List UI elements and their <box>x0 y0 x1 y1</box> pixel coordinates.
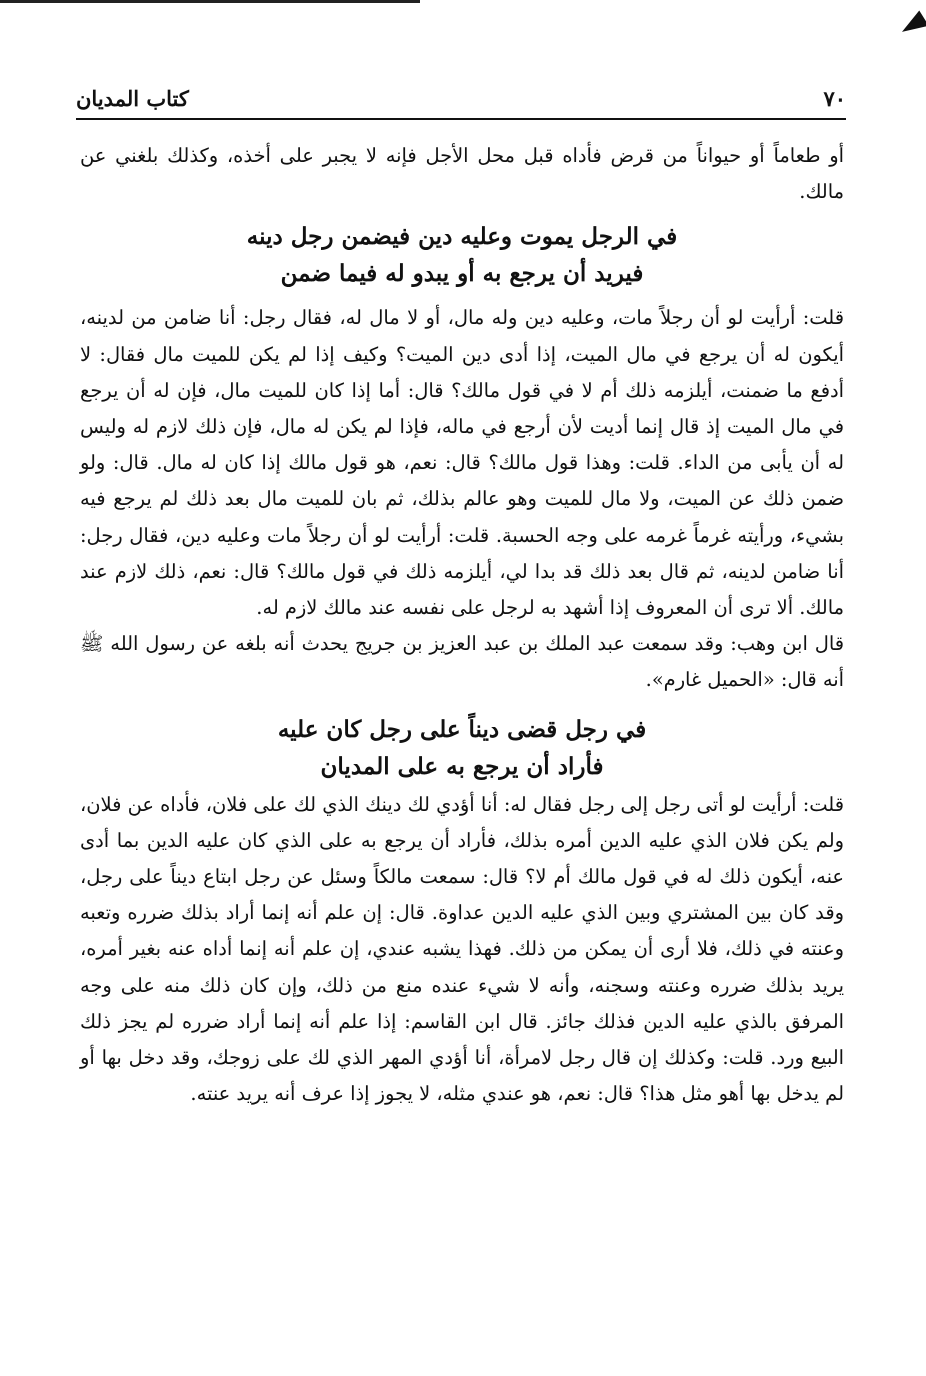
section-heading-2 <box>80 711 844 785</box>
page-body <box>80 138 844 1112</box>
section-heading-2-line-2: فأراد أن يرجع به على المديان <box>320 752 604 780</box>
running-title: كتاب المديان <box>76 86 189 111</box>
paragraph-hadith: قال ابن وهب: وقد سمعت عبد الملك بن عبد العزيز بن جريج يحدث أنه بلغه عن رسول الله ﷺ أنه قال: «الحميل غارم». <box>80 632 844 692</box>
paragraph-paying-debt: قلت: أرأيت لو أتى رجل إلى رجل فقال له: أنا أؤدي لك دينك الذي لك على فلان، فأداه عن فلان، ولم يكن فلان الذي عليه الدين أمره بذلك، فأراد أن يرجع به على الذي كان عليه الدين بما أدى عنه، أيكون ذلك له في قول مالك أم لا؟ قال: سمعت مالكاً وسئل عن رجل ابتاع ديناً على رجل، وقد كان بين المشتري وبين الذي عليه الدين عداوة. قال: إن علم أنه إنما أراد بذلك ضرره وتعبه وعنته في ذلك، فلا أرى أن يمكن من ذلك. فهذا يشبه عندي، إن علم أنه إنما أداه عنه بغير أمره، يريد بذلك ضرره وعنته وسجنه، وأنه لا شيء عنده منع من ذلك، وإن كان ذلك منه على وجه المرفق بالذي عليه الدين فذلك جائز. قال ابن القاسم: إذا علم أنه إنما أراد ضرره لم يجز ذلك البيع ورد. قلت: وكذلك إن قال رجل لامرأة، أنا أؤدي المهر الذي لك على زوجك، وقد دخل بها أو لم يدخل بها أهو مثل هذا؟ قال: نعم، هو عندي مثله، لا يجوز إذا عرف أنه يريد عنته. <box>80 792 844 1106</box>
section-heading-1-line-1: في الرجل يموت وعليه دين فيضمن رجل دينه <box>246 223 678 251</box>
section-heading-1 <box>80 218 844 292</box>
paragraph-continuation: أو طعاماً أو حيواناً من قرض فأداه قبل محل الأجل فإنه لا يجبر على أخذه، وكذلك بلغني عن مالك. <box>80 144 844 204</box>
page-number: ٧٠ <box>823 86 846 111</box>
page-header <box>76 86 846 116</box>
paragraph-guarantor-debt: قلت: أرأيت لو أن رجلاً مات، وعليه دين وله مال، أو لا مال له، فقال رجل: أنا ضامن من لدينه، أيكون له أن يرجع في مال الميت، إذا أدى دين الميت؟ وكيف إذا لم يكن للميت مال فقال: لا أدفع ما ضمنت، أيلزمه ذلك أم لا في قول مالك؟ قال: أما إذا كان للميت مال، فإن له أن يرجع في مال الميت إذ قال إنما أديت لأن أرجع في ماله، فإذا لم يكن له مال، فإن ذلك لازم له وليس له أن يأبى من الداء. قلت: وهذا قول مالك؟ قال: نعم، هو قول مالك إذا كان له مال. قال: ولو ضمن ذلك عن الميت، ولا مال للميت وهو عالم بذلك، ثم بان للميت مال بعد ذلك لم يرجع فيه بشيء، ورأيته غرماً غرمه على وجه الحسبة. قلت: أرأيت لو أن رجلاً مات وعليه دين، فقال رجل: أنا ضامن لدينه، ثم قال بعد ذلك قد بدا لي، أيلزمه ذلك في قول مالك؟ قال: نعم، ذلك لازم عند مالك. ألا ترى أن المعروف إذا أشهد به لرجل على نفسه عند مالك لازم له. <box>80 306 844 620</box>
header-rule <box>76 118 846 120</box>
section-heading-1-line-2: فيريد أن يرجع به أو يبدو له فيما ضمن <box>280 260 644 288</box>
corner-arrow-mark <box>897 10 926 39</box>
top-scan-rule <box>0 0 420 3</box>
section-heading-2-line-1: في رجل قضى ديناً على رجل كان عليه <box>277 715 647 743</box>
